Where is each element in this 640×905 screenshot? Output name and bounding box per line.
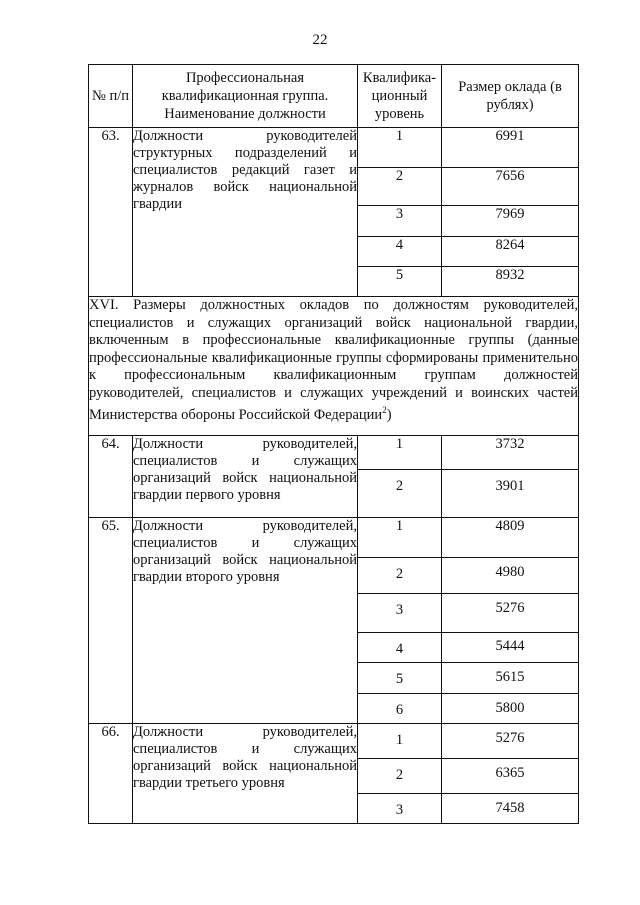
- group-name: Должности руководителей, специалистов и служащих организаций войск национальной гвардии третьего уровня: [133, 724, 358, 824]
- salary-cell: 7969: [442, 206, 579, 237]
- level-cell: 1: [358, 128, 442, 168]
- group-number: 64.: [89, 436, 133, 518]
- salary-cell: 8932: [442, 267, 579, 297]
- header-salary: Размер оклада (в рублях): [442, 65, 579, 128]
- salary-cell: 4809: [442, 518, 579, 558]
- group-number: 63.: [89, 128, 133, 297]
- table-row: [89, 436, 579, 470]
- salary-cell: 5800: [442, 694, 579, 724]
- section-heading: [89, 297, 579, 436]
- level-cell: 1: [358, 436, 442, 470]
- header-group: Профессиональная квалификационная группа. Наименование должности: [133, 65, 358, 128]
- level-cell: 2: [358, 168, 442, 206]
- salary-cell: 6991: [442, 128, 579, 168]
- salary-table: [88, 64, 579, 824]
- section-text: XVI. Размеры должностных окладов по должностям руководителей, специалистов и служащих организаций войск национальной гвардии, включенным в профессиональные квалификационные группы (данные профессиональные квалификационные группы сформированы применительно к профессиональным квалификационным группам должностей руководителей, специалистов и служащих учреждений и воинских частей Министерства обороны Российской Федерации: [89, 297, 578, 423]
- level-cell: 4: [358, 633, 442, 663]
- salary-cell: 4980: [442, 558, 579, 594]
- salary-cell: 7458: [442, 794, 579, 824]
- section-row: [89, 297, 579, 436]
- level-cell: 2: [358, 759, 442, 794]
- header-level: Квалифика-ционный уровень: [358, 65, 442, 128]
- level-cell: 6: [358, 694, 442, 724]
- level-cell: 1: [358, 724, 442, 759]
- level-cell: 2: [358, 558, 442, 594]
- salary-cell: 6365: [442, 759, 579, 794]
- level-cell: 5: [358, 267, 442, 297]
- level-cell: 3: [358, 206, 442, 237]
- level-cell: 3: [358, 594, 442, 633]
- group-name: Должности руководителей, специалистов и служащих организаций войск национальной гвардии второго уровня: [133, 518, 358, 724]
- level-cell: 2: [358, 470, 442, 518]
- salary-cell: 5444: [442, 633, 579, 663]
- page-number: 22: [312, 32, 328, 48]
- header-number: № п/п: [89, 65, 133, 128]
- table-row: [89, 128, 579, 168]
- footnote-marker: 2: [382, 405, 387, 415]
- salary-cell: 3732: [442, 436, 579, 470]
- level-cell: 5: [358, 663, 442, 694]
- level-cell: 4: [358, 237, 442, 267]
- section-closing: ): [386, 406, 392, 423]
- group-name: Должности руководителей, специалистов и служащих организаций войск национальной гвардии первого уровня: [133, 436, 358, 518]
- group-number: 65.: [89, 518, 133, 724]
- level-cell: 3: [358, 794, 442, 824]
- group-name: Должности руководителей структурных подразделений и специалистов редакций газет и журналов войск национальной гвардии: [133, 128, 358, 297]
- salary-cell: 3901: [442, 470, 579, 518]
- group-number: 66.: [89, 724, 133, 824]
- salary-cell: 5276: [442, 724, 579, 759]
- table-header-row: [89, 65, 579, 128]
- table-row: [89, 724, 579, 759]
- level-cell: 1: [358, 518, 442, 558]
- salary-cell: 7656: [442, 168, 579, 206]
- salary-cell: 5276: [442, 594, 579, 633]
- salary-cell: 5615: [442, 663, 579, 694]
- table-row: [89, 518, 579, 558]
- salary-cell: 8264: [442, 237, 579, 267]
